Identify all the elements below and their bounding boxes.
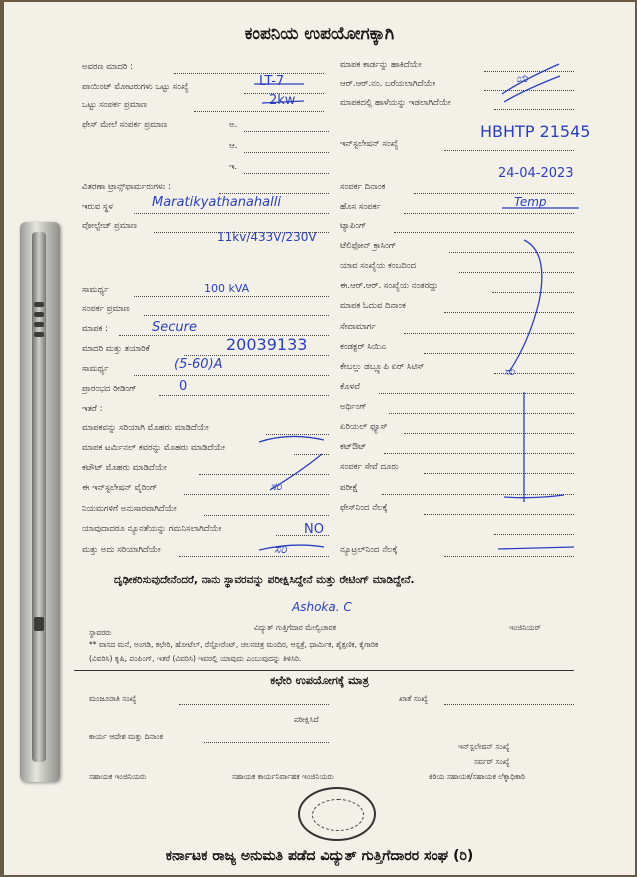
label-meter-capacity: ಸಾಮರ್ಥ್ಯ: [82, 364, 109, 374]
hw-load: 2kw: [269, 93, 296, 108]
label-conn-load: ಸಂಪರ್ಕ ಪ್ರಮಾಣ: [82, 304, 130, 314]
label-meter: ಮಾಪಕ :: [82, 324, 108, 334]
label-inspected: ಪರೀಕ್ಷಿಸಿದೆ: [294, 715, 319, 724]
label-phase-load: ಫೇಸ್ ಮೇಲೆ ಸಂಪರ್ಕ ಪ್ರಮಾಣ: [82, 120, 168, 130]
hw-meter-card: ಯೆ: [516, 72, 529, 85]
label-others: ಇತರೆ :: [82, 404, 103, 414]
label-aerial-fuse: ಏರಿಯಲ್ ಫ್ಯೂಸ್: [340, 422, 388, 432]
label-sheet-placed: ಮಾಪಕದಲ್ಲಿ ಹಾಳೆಯನ್ನು ಇಡಲಾಗಿದೆಯೇ: [340, 98, 451, 108]
label-as-per-rules: ನಿಯಮಗಳಿಗೆ ಅನುಸಾರವಾಗಿದೆಯೇ: [82, 504, 177, 514]
phase-c-label: ಇ.: [229, 162, 238, 172]
label-rr-next: ಈ.ಆರ್.ಆರ್. ಸಂಖ್ಯೆಯ ನಂತರದ್ದು: [340, 281, 439, 291]
association-seal: [298, 787, 376, 841]
dotted-line: [204, 741, 329, 743]
hw-conn-date: 24-04-2023: [498, 166, 574, 181]
hw-correct: ಸರಿ: [274, 542, 287, 556]
label-rr-written: ಆರ್.ಆರ್.ನಂ. ಬರೆಯಲಾಗಿದೆಯೇ: [340, 79, 436, 89]
label-phase-earth: ಫೇಸ್‌ನಿಂದ ನೆಲಕ್ಕೆ: [340, 503, 388, 513]
form-title: ಕಂಪನಿಯ ಉಪಯೋಗಕ್ಕಾಗಿ: [244, 24, 395, 44]
divider: [74, 670, 574, 671]
dotted-line: [444, 703, 574, 705]
declaration-text: ದೃಢೀಕರಿಸುವುದೇನೆಂದರೆ, ನಾನು ಸ್ಥಾವರವನ್ನು ಪರೀಕ್ಷಿಸಿದ್ದೇನೆ ಮತ್ತು ರೇಟಿಂಗ್ ಮಾಡಿದ್ದೇನೆ.: [114, 574, 415, 586]
label-service-distance: ಸಂಪರ್ಕ ಸೇವೆ ದೂರು: [340, 462, 399, 472]
hw-defects: NO: [304, 522, 324, 537]
label-aee: ಸಹಾಯಕ ಕಾರ್ಯನಿರ್ವಾಹಕ ಇಂಜಿನಿಯರು: [232, 772, 334, 781]
dotted-line: [179, 703, 329, 705]
note-line-2: (ವಿವರಿಸಿ) ಕೃಷಿ, ಪಂಪಿಂಗ್, ಇತರೆ (ವಿವರಿಸಿ) ಇವರಲ್ಲಿ ಯಾವುದು ಎಂಬುವುದನ್ನು ತಿಳಿಸಿರಿ.: [89, 654, 302, 663]
footer-association-name: ಕರ್ನಾಟಕ ರಾಜ್ಯ ಅನುಮತಿ ಪಡೆದ ವಿದ್ಯುತ್ ಗುತ್ತಿಗೆದಾರರ ಸಂಘ (ರಿ): [165, 848, 474, 864]
hw-cable: ಸರಿ: [504, 367, 515, 378]
label-capacity: ಸಾಮರ್ಥ್ಯ: [82, 285, 109, 295]
sig-engineer-label: ಇಂಜಿನಿಯರ್: [509, 623, 541, 632]
hw-meter-make: Secure: [152, 320, 197, 335]
label-telephone-crossing: ಟೆಲಿಫೋನ್ ಕ್ರಾಸಿಂಗ್: [340, 241, 397, 251]
label-enclosure-type: ಅವರಣ ಮಾದರಿ :: [82, 62, 133, 72]
label-conductor: ಕಂಡಕ್ಟರ್ ಸಿಯಿಎ: [340, 342, 387, 352]
label-new-conn: ಹೊಸ ಸಂಪರ್ಕ: [340, 202, 381, 212]
label-pole-no: ಯಾವ ಸಂಖ್ಯೆಯ ಕಂಬದಿಂದ: [340, 261, 417, 271]
hw-meter-model: 20039133: [226, 335, 308, 354]
label-meter-sealed: ಮಾಪಕವನ್ನು ಸರಿಯಾಗಿ ಮೊಹರು ಮಾಡಿದೆಯೇ: [82, 423, 209, 433]
label-work-order: ಕಾರ್ಯ ಆದೇಶ ಮತ್ತು ದಿನಾಂಕ: [89, 732, 163, 741]
hw-capacity: 100 kVA: [204, 282, 250, 295]
label-conn-date: ಸಂಪರ್ಕ ದಿನಾಂಕ: [340, 182, 386, 192]
note-line-1: ** ವಾಸದ ಮನೆ, ಅಂಗಡಿ, ಕಛೇರಿ, ಹೋಟೆಲ್, ರೆಸ್ಟೋರೆಂಟ್, ಚಲನಚಿತ್ರ ಮಂದಿರ, ಆಸ್ಪತ್ರೆ, ಧಾರ್ಮಿಕ, ಶೈಕ್ಷಣಿಕ, ಕೈಗಾರಿಕ: [89, 640, 379, 649]
label-earthing: ಅರ್ಥಿಂಗ್: [340, 402, 367, 412]
sig-supervisor-label: ವಿದ್ಯುತ್ ಗುತ್ತಿಗೆದಾರ ಮೇಲ್ವಿಚಾರಕ: [254, 623, 336, 632]
label-model-make: ಮಾದರಿ ಮತ್ತು ತಯಾರಿಕೆ: [82, 344, 150, 354]
clipboard-clip: [20, 222, 60, 782]
label-neutral-earth: ನ್ಯೂಟ್ರಲ್‌ನಿಂದ ನೆಲಕ್ಕೆ: [340, 545, 398, 555]
label-voltage: ವೋಲ್ಟೇಜ್ ಪ್ರಮಾಣ: [82, 221, 137, 231]
label-account-no: ಖಾತೆ ಸಂಖ್ಯೆ: [399, 694, 428, 703]
label-cutout: ಕಟ್‌ಔಟ್: [340, 442, 367, 452]
label-points-motors: ಪಾಯಿಂಟ್ ಮೋಟರುಗಳು ಒಟ್ಟು ಸಂಖ್ಯೆ: [82, 82, 189, 92]
label-reading-date: ಮಾಪಕ ಓದುವ ದಿನಾಂಕ: [340, 301, 406, 311]
hw-initial-reading: 0: [179, 379, 188, 394]
phase-b-label: ಆ.: [229, 141, 238, 151]
label-service-line: ಸೇವಾಮಾರ್ಗ: [340, 322, 376, 332]
hw-meter-capacity: (5-60)A: [174, 357, 223, 372]
label-ao: ಕಿರಿಯ ಸಹಾಯಕ/ಸಹಾಯಕ ಲೆಕ್ಕಾಧಿಕಾರಿ: [429, 772, 525, 781]
phase-a-label: ಅ.: [229, 120, 238, 130]
label-conduit: ಕೊಳವೆ: [340, 382, 361, 392]
sig-owner-label: ಸ್ಥಾವರರು: [89, 628, 112, 637]
hw-signature: Ashoka. C: [292, 600, 352, 614]
label-cable: ಕೇಬಲ್ಲು ಡಬ್ಲ್ಯೂಪಿ ಏರ್ ಸಿಟಿಸ್: [340, 362, 425, 372]
hw-installation-no: HBHTP 21545: [480, 122, 591, 141]
label-rr-no: ಸರ್ವರ್ ಸಂಖ್ಯೆ: [474, 757, 510, 766]
hw-location: Maratikyathanahalli: [152, 195, 281, 210]
pen-strokes: [4, 2, 635, 875]
label-sanction-no: ಮಂಜೂರಾತಿ ಸಂಖ್ಯೆ: [89, 694, 137, 703]
hw-wiring-yes: ಸರಿ: [270, 480, 282, 493]
hw-new-conn: Temp: [514, 195, 547, 209]
label-dist-transformers: ವಿತರಣಾ ಟ್ರಾನ್ಸ್‌ಫಾರ್ಮರುಗಳು :: [82, 182, 171, 192]
label-cutout-sealed: ಕಟೌಟ್ ಮೊಹರು ಮಾಡಿದೆಯೇ: [82, 463, 167, 473]
label-installation-no: ಇನ್‌ಸ್ಟಲೇಷನ್ ಸಂಖ್ಯೆ: [340, 139, 399, 149]
office-use-title: ಕಛೇರಿ ಉಪಯೋಗಕ್ಕೆ ಮಾತ್ರ: [270, 674, 369, 687]
label-ae: ಸಹಾಯಕ ಇಂಜಿನಿಯರು: [89, 772, 147, 781]
label-test: ಪರೀಕ್ಷೆ: [340, 483, 358, 493]
label-correct: ಮತ್ತು ಅದು ಸರಿಯಾಗಿದೆಯೇ: [82, 545, 161, 555]
hw-voltage: 11kv/433V/230V: [217, 230, 317, 244]
label-inst-no: ಇನ್‌ಸ್ಟಲೇಷನ್ ಸಂಖ್ಯೆ: [458, 742, 510, 751]
label-location: ಇರುವ ಸ್ಥಳ: [82, 202, 113, 212]
label-initial-reading: ಪ್ರಾರಂಭದ ರೀಡಿಂಗ್: [82, 384, 137, 394]
label-meter-card: ಮಾಪಕ ಕಾರ್ಡನ್ನು ಹಾಕಿದೆಯೇ: [340, 60, 422, 70]
label-tapping: ಟ್ಯಾಪಿಂಗ್: [340, 221, 367, 231]
label-total-load: ಒಟ್ಟು ಸಂಪರ್ಕ ಪ್ರಮಾಣ: [82, 100, 147, 110]
label-defects: ಯಾವುದಾದರೂ ನ್ಯೂನತೆಯನ್ನು ಗಮನಿಸಲಾಗಿದೆಯೇ: [82, 524, 222, 534]
form-sheet: [4, 2, 635, 875]
label-terminal-sealed: ಮಾಪಕ ಟರ್ಮಿನಲ್ ಕವರನ್ನು ಮೊಹರು ಮಾಡಿದೆಯೇ: [82, 443, 226, 453]
hw-motors: LT-7: [259, 74, 285, 89]
label-wiring: ಈ ಇನ್‌ಸ್ಟಲೇಷನ್ ವೈರಿಂಗ್: [82, 483, 158, 493]
